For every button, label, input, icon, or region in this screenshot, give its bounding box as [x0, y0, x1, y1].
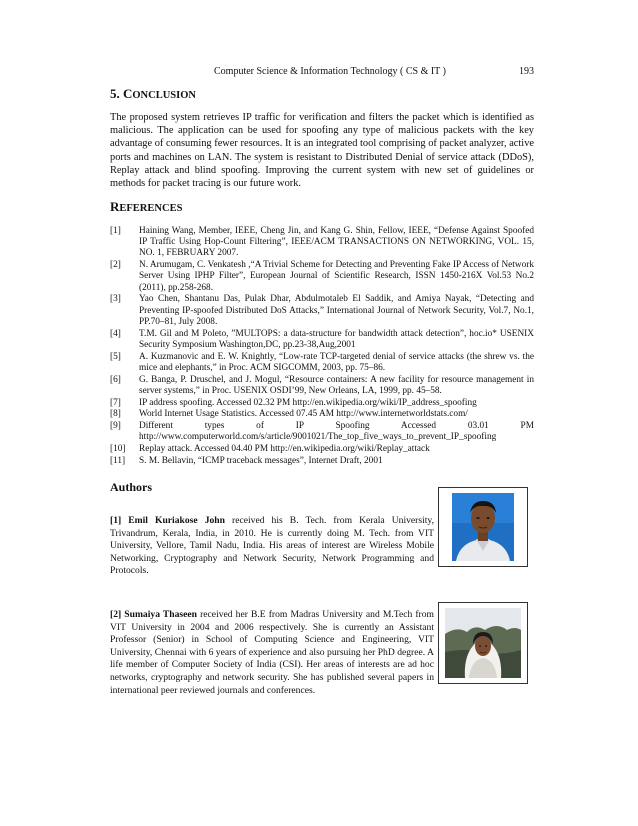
author-photo-1 [438, 487, 528, 567]
author-portrait-1-image [452, 493, 514, 561]
reference-item [110, 456, 534, 467]
reference-list [110, 226, 534, 468]
references-heading-first: R [110, 199, 120, 214]
reference-text: Replay attack. Accessed 04.40 PM http://en.wikipedia.org/wiki/Replay_attack [139, 444, 430, 455]
reference-text: G. Banga, P. Druschel, and J. Mogul, “Resource containers: A new facility for resource management in server systems,” in Proc. USENIX OSDI’99, New Orleans, LA, 1999, pp. 45–58. [139, 374, 534, 396]
reference-number: [9] [110, 421, 121, 432]
reference-text: A. Kuzmanovic and E. W. Knightly, “Low-rate TCP-targeted denial of service attacks (the shrew vs. the mice and elephants,” in Proc. ACM SIGCOMM, 2003, pp. 75–86. [139, 351, 534, 373]
reference-number: [4] [110, 328, 121, 339]
author-name-2: [2] Sumaiya Thaseen [110, 609, 198, 620]
author-bio-2 [110, 609, 434, 697]
reference-text: World Internet Usage Statistics. Accessed 07.45 AM http://www.internetworldstats.com/ [139, 409, 468, 420]
reference-number: [8] [110, 409, 121, 420]
reference-item [110, 421, 534, 443]
author-photo-2 [438, 602, 528, 684]
references-heading-rest: EFERENCES [119, 203, 183, 214]
author-bio-text-1: received his B. Tech. from Kerala University, Trivandrum, Kerala, India, in 2010. He is currently doing M. Tech. from VIT University, Vellore, Tamil Nadu, India. His areas of interest are Wireless Mobile Networking, Cryptography and Network Security, Network Programming and Protocols. [110, 515, 434, 577]
journal-title: Computer Science & Information Technology ( CS & IT ) [214, 66, 446, 77]
references-heading [110, 199, 182, 215]
reference-text: S. M. Bellavin, “ICMP traceback messages”, Internet Draft, 2001 [139, 456, 383, 466]
reference-number: [5] [110, 351, 121, 362]
conclusion-heading-rest: ONCLUSION [132, 90, 196, 101]
reference-text: T.M. Gil and M Poleto, ”MULTOPS: a data-structure for bandwidth attack detection”, hoc.io* USENIX Security Symposium Washington,DC, pp.23-38,Aug,2001 [139, 328, 534, 350]
reference-item [110, 226, 534, 260]
reference-text: Yao Chen, Shantanu Das, Pulak Dhar, Abdulmotaleb El Saddik, and Amiya Nayak, “Detecting and Preventing IP-spoofed Distributed DoS Attacks,” International Journal of Network Security, Vol.7, No.1, PP.70–81, July 2008. [139, 294, 534, 327]
reference-number: [10] [110, 444, 126, 455]
reference-item [110, 409, 534, 420]
reference-text: Different types of IP Spoofing Accessed 03.01 PM http://www.computerworld.com/s/article/9001021/The_top_five_ways_to_prevent_IP_spoofing [139, 421, 534, 443]
reference-text: N. Arumugam, C. Venkatesh ,“A Trivial Scheme for Detecting and Preventing Fake IP Access of Network Server Using IPHP Filter”, European Journal of Scientific Research, ISSN 1450-216X Vol.53 No.2 (2011), pp.258-268. [139, 260, 534, 293]
reference-item [110, 260, 534, 294]
reference-item [110, 352, 534, 374]
author-portrait-2-image [445, 608, 521, 678]
reference-item [110, 444, 534, 455]
reference-item [110, 398, 534, 409]
page-number: 193 [519, 66, 534, 77]
reference-number: [11] [110, 456, 126, 466]
reference-text: Haining Wang, Member, IEEE, Cheng Jin, and Kang G. Shin, Fellow, IEEE, “Defense Against Spoofed IP Traffic Using Hop-Count Filtering”, IEEE/ACM TRANSACTIONS ON NETWORKING, VOL. 15, NO. 1, FEBRUARY 2007. [139, 226, 534, 259]
reference-number: [2] [110, 260, 121, 271]
reference-number: [7] [110, 397, 121, 408]
conclusion-heading [110, 86, 196, 102]
reference-number: [3] [110, 294, 121, 305]
author-name-1: [1] Emil Kuriakose John [110, 515, 225, 526]
reference-item [110, 375, 534, 397]
conclusion-heading-number: 5. C [110, 86, 133, 101]
reference-text: IP address spoofing. Accessed 02.32 PM http://en.wikipedia.org/wiki/IP_address_spoofing [139, 397, 477, 408]
reference-number: [6] [110, 374, 121, 385]
authors-heading: Authors [110, 480, 153, 494]
reference-item [110, 294, 534, 328]
reference-number: [1] [110, 226, 121, 236]
reference-item [110, 329, 534, 351]
author-bio-1 [110, 515, 434, 578]
conclusion-paragraph: The proposed system retrieves IP traffic for verification and filters the packet which is identified as malicious. The application can be used for spoofing any type of malicious packets with the key advantage of consuming fewer resources. It is an integrated tool comprising of packet analyzer, active ports and machines on LAN. The system is resistant to Distributed Denial of service attack (DDoS), Replay attack and blind spoofing. Improving the current system with new set of guidelines or methods for packet tracing is our future work. [110, 112, 534, 190]
author-bio-text-2: received her B.E from Madras University and M.Tech from VIT University in 2004 and 2006 respectively. She is currently an Assistant Professor (Senior) in School of Computing Science and Engineering, VIT University, Chennai with 6 years of experience and also pursuing her PhD degree. A life member of Computer Society of India (CSI). Her areas of interests are ad hoc networks, cryptography and network security. She has published several papers in international peer reviewed journals and conferences. [110, 609, 434, 696]
